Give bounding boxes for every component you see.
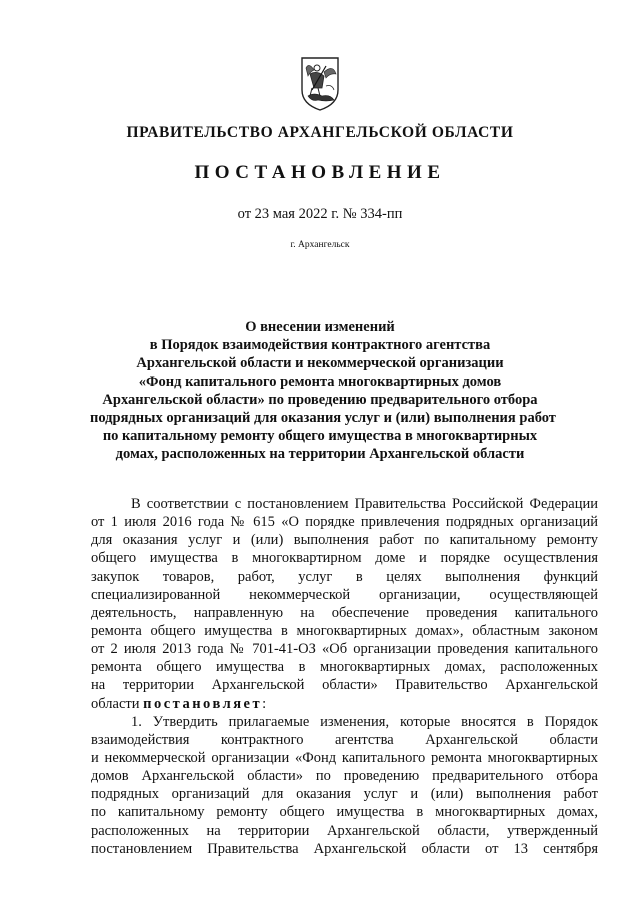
body-line: ремонта общего имущества в многоквартирных домах», областным законом bbox=[91, 622, 598, 639]
body-line: домов Архангельской области» по проведению предварительного отбора bbox=[91, 768, 598, 785]
government-name: ПРАВИТЕЛЬСТВО АРХАНГЕЛЬСКОЙ ОБЛАСТИ bbox=[126, 124, 514, 141]
title-line: О внесении изменений bbox=[245, 319, 395, 335]
coat-of-arms-emblem bbox=[300, 56, 340, 112]
decree-word: постановляет bbox=[143, 695, 263, 712]
body-line: 1. Утвердить прилагаемые изменения, которые вносятся в Порядок bbox=[131, 713, 598, 730]
body-line: закупок товаров, работ, услуг в целях выполнения функций bbox=[91, 568, 598, 585]
body-line: подрядных организаций для оказания услуг и (или) выполнения работ bbox=[91, 786, 598, 803]
body-line: постановлением Правительства Архангельской области от 13 сентября bbox=[91, 840, 598, 857]
body-line: взаимодействия контрактного агентства Архангельской области bbox=[91, 731, 598, 748]
title-line: «Фонд капитального ремонта многоквартирных домов bbox=[138, 373, 502, 390]
body-line: деятельность, направленную на обеспечение проведения капитального bbox=[91, 604, 598, 621]
body-line: В соответствии с постановлением Правительства Российской Федерации bbox=[131, 496, 598, 512]
final-prefix: области bbox=[91, 695, 144, 712]
body-line: расположенных на территории Архангельской области, утвержденный bbox=[91, 822, 598, 839]
city-name: г. Архангельск bbox=[290, 240, 350, 250]
body-line: и некоммерческой организации «Фонд капитального ремонта многоквартирных bbox=[91, 749, 598, 766]
title-line: Архангельской области» по проведению предварительного отбора bbox=[102, 391, 538, 408]
body-line: от 2 июля 2013 года № 701-41-ОЗ «Об организации проведения капитального bbox=[91, 641, 598, 658]
document-title bbox=[90, 318, 556, 464]
body-line: специализированной некоммерческой организации, осуществляющей bbox=[91, 586, 598, 603]
body-line: на территории Архангельской области» Правительство Архангельской bbox=[91, 677, 598, 694]
body-line-final bbox=[91, 695, 598, 713]
title-line: в Порядок взаимодействия контрактного агентства bbox=[149, 337, 491, 354]
date-and-number: от 23 мая 2022 г. № 334-пп bbox=[237, 206, 403, 222]
title-line: подрядных организаций для оказания услуг и (или) выполнения работ bbox=[90, 410, 556, 427]
body-line: от 1 июля 2016 года № 615 «О порядке привлечения подрядных организаций bbox=[91, 514, 598, 531]
body-line: общего имущества в многоквартирном доме и порядке осуществления bbox=[91, 550, 598, 567]
body-line: ремонта общего имущества в многоквартирных домах, расположенных bbox=[91, 659, 598, 676]
item-1-paragraph bbox=[91, 713, 598, 858]
title-line: по капитальному ремонту общего имущества в многоквартирных bbox=[102, 428, 538, 445]
body-line: по капитальному ремонту общего имущества в многоквартирных домах, bbox=[91, 804, 598, 821]
body-line: для оказания услуг и (или) выполнения работ по капитальному ремонту bbox=[91, 532, 598, 549]
title-line: домах, расположенных на территории Архангельской области bbox=[115, 446, 525, 463]
preamble-paragraph bbox=[91, 495, 598, 713]
final-suffix: : bbox=[262, 695, 267, 712]
document-body bbox=[91, 495, 598, 858]
title-line: Архангельской области и некоммерческой организации bbox=[136, 355, 504, 372]
document-type: ПОСТАНОВЛЕНИЕ bbox=[194, 162, 446, 183]
